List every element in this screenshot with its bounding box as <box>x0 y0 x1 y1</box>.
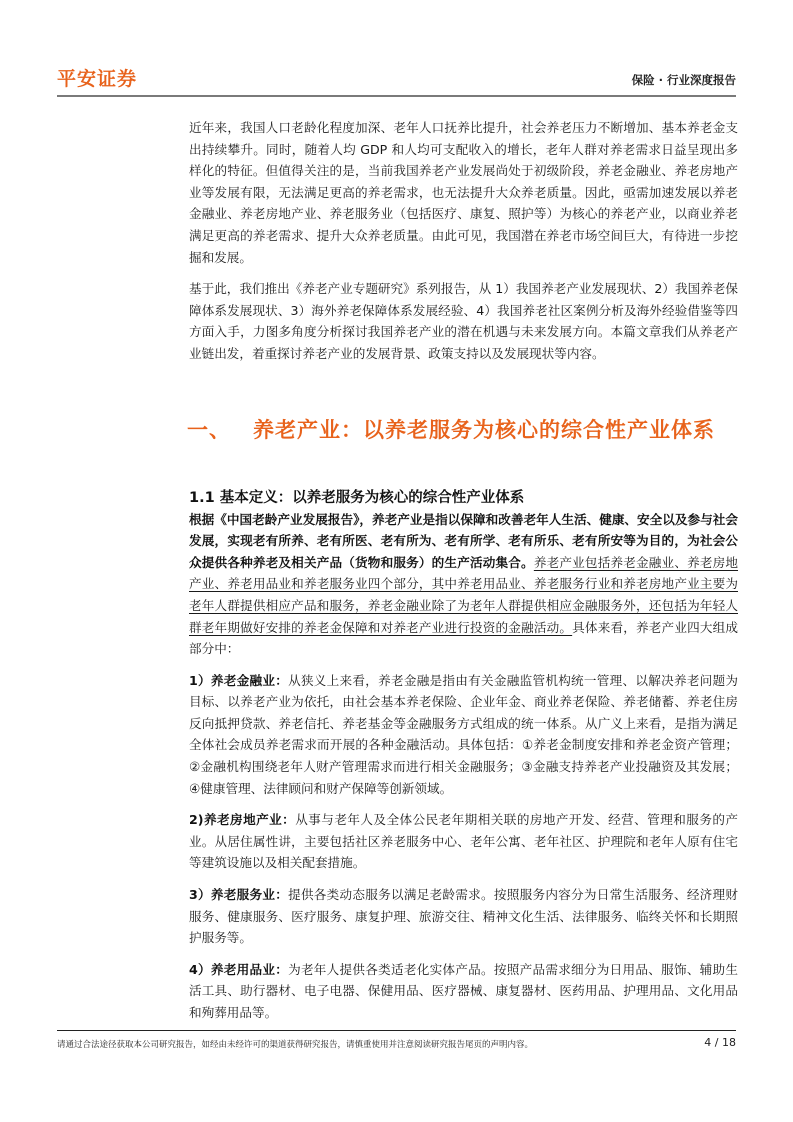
section-title: 养老产业：以养老服务为核心的综合性产业体系 <box>253 417 715 442</box>
component-text: 提供各类动态服务以满足老龄需求。按照服务内容分为日常生活服务、经济理财服务、健康服务、医疗服务、康复护理、旅游交往、精神文化生活、法律服务、临终关怀和长期照护服务等。 <box>189 887 739 946</box>
footer-divider <box>57 1030 736 1031</box>
page-header <box>57 60 736 94</box>
subsection-heading: 1.1 基本定义：以养老服务为核心的综合性产业体系 <box>189 489 525 506</box>
definition-tail-text: 具体来看，养老产业四大组成部分中： <box>189 619 739 657</box>
brand-logo: 平安证券 <box>57 68 138 90</box>
component-label: 1）养老金融业： <box>189 672 289 688</box>
definition-bold-text: 根据《中国老龄产业发展报告》，养老产业是指以保障和改善老年人生活、健康、安全以及参与社会发展，实现老有所养、老有所医、老有所为、老有所学、老有所乐、老有所安等为目的，为社会公众提供各种养老及相关产品（货物和服务）的生产活动集合。 <box>189 511 738 570</box>
section-number: 一、 <box>187 417 231 442</box>
section-heading <box>187 415 738 445</box>
component-label: 3）养老服务业： <box>189 887 289 903</box>
component-paragraph-services <box>189 884 738 949</box>
footer-disclaimer: 请通过合法途径获取本公司研究报告，如经由未经许可的渠道获得研究报告，请慎重使用并注意阅读研究报告尾页的声明内容。 <box>57 1040 534 1050</box>
page-number: 4 / 18 <box>704 1036 736 1049</box>
definition-paragraph <box>189 509 738 660</box>
main-content <box>189 117 738 1024</box>
intro-paragraph-2: 基于此，我们推出《养老产业专题研究》系列报告，从 1）我国养老产业发展现状、2）我国养老保障体系发展现状、3）海外养老保障体系发展经验、4）我国养老社区案例分析及海外经验借鉴等四方面入手，力图多角度分析探讨我国养老产业的潜在机遇与未来发展方向。本篇文章我们从养老产业链出发，着重探讨养老产业的发展背景、政策支持以及发展现状等内容。 <box>189 281 738 361</box>
component-paragraph-real-estate <box>189 809 738 874</box>
component-text: 从事与老年人及全体公民老年期相关联的房地产开发、经营、管理和服务的产业。从居住属性讲，主要包括社区养老服务中心、老年公寓、老年社区、护理院和老年人原有住宅等建筑设施以及相关配套措施。 <box>189 812 738 871</box>
component-paragraph-finance <box>189 670 738 800</box>
header-divider <box>57 95 736 97</box>
intro-paragraph-1: 近年来，我国人口老龄化程度加深、老年人口抚养比提升，社会养老压力不断增加、基本养老金支出持续攀升。同时，随着人均 GDP 和人均可支配收入的增长，老年人群对养老需求日益呈现出多样化的特征。但值得关注的是，当前我国养老产业发展尚处于初级阶段，养老金融业、养老房地产业等发展有限，无法满足更高的养老需求，也无法提升大众养老质量。因此，亟需加速发展以养老金融业、养老房地产业、养老服务业（包括医疗、康复、照护等）为核心的养老产业，以商业养老满足更高的养老需求、提升大众养老质量。由此可见，我国潜在养老市场空间巨大，有待进一步挖掘和发展。 <box>189 120 738 265</box>
report-type-label: 保险 · 行业深度报告 <box>631 73 736 87</box>
component-text: 为老年人提供各类适老化实体产品。按照产品需求细分为日用品、服饰、辅助生活工具、助行器材、电子电器、保健用品、医疗器械、康复器材、医药用品、护理用品、文化用品和殉葬用品等。 <box>189 961 739 1020</box>
component-label: 4）养老用品业： <box>189 961 289 977</box>
component-text: 从狭义上来看，养老金融是指由有关金融监管机构统一管理、以解决养老问题为目标、以养老产业为依托，由社会基本养老保险、企业年金、商业养老保险、养老储蓄、养老住房反向抵押贷款、养老信托、养老基金等金融服务方式组成的统一体系。从广义上来看，是指为满足全体社会成员养老需求而开展的各种金融活动。具体包括：①养老金制度安排和养老金资产管理；②金融机构围绕老年人财产管理需求而进行相关金融服务；③金融支持养老产业投融资及其发展；④健康管理、法律顾问和财产保障等创新领域。 <box>189 672 739 796</box>
component-label: 2)养老房地产业： <box>189 812 296 828</box>
component-paragraph-products <box>189 959 738 1024</box>
definition-underlined-text: 养老产业包括养老金融业、养老房地产业、养老用品业和养老服务业四个部分，其中养老用品业、养老服务行业和养老房地产业主要为老年人群提供相应产品和服务，养老金融业除了为老年人群提供相应金融服务外，还包括为年轻人群老年期做好安排的养老金保障和对养老产业进行投资的金融活动。 <box>189 554 739 635</box>
